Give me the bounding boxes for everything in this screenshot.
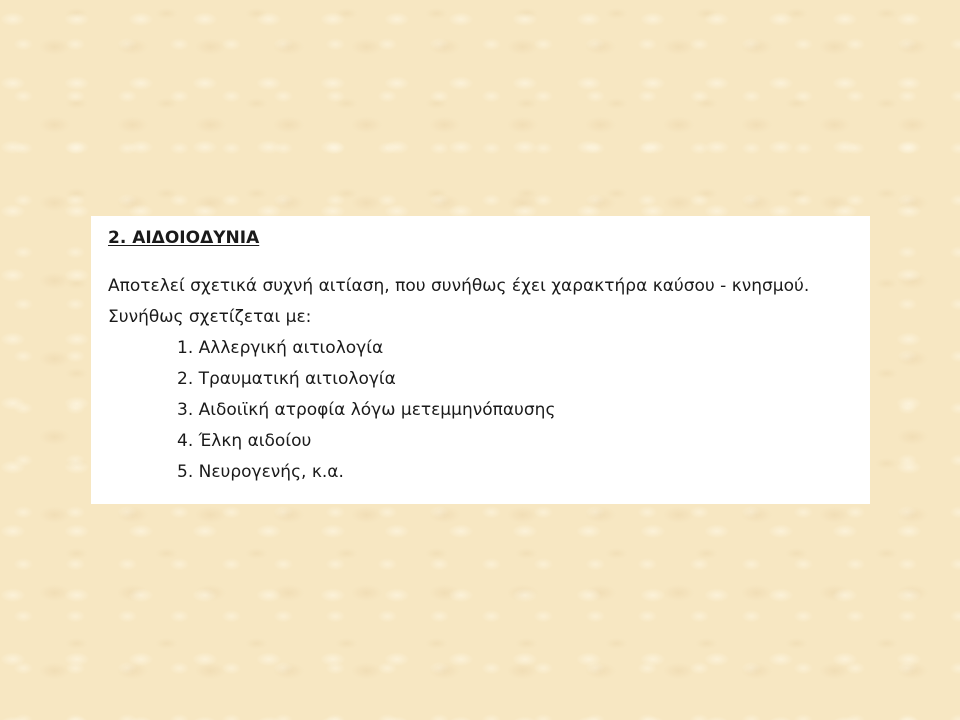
list-item: 3. Αιδοιϊκή ατροφία λόγω μετεμμηνόπαυσης [177, 400, 556, 420]
description-paragraph [108, 271, 856, 333]
list-item: 2. Τραυματική αιτιολογία [177, 369, 396, 389]
paragraph-line-2: Συνήθως σχετίζεται με: [108, 307, 312, 327]
section-heading: 2. ΑΙΔΟΙΟΔΥΝΙΑ [108, 228, 260, 248]
list-item: 4. Έλκη αιδοίου [177, 431, 312, 451]
content-text-box [91, 216, 870, 504]
paragraph-line-1: Αποτελεί σχετικά συχνή αιτίαση, που συνήθως έχει χαρακτήρα καύσου - κνησμού. [108, 276, 810, 296]
list-item: 5. Νευρογενής, κ.α. [177, 462, 344, 482]
causes-list [108, 333, 856, 488]
list-item: 1. Αλλεργική αιτιολογία [177, 338, 384, 358]
